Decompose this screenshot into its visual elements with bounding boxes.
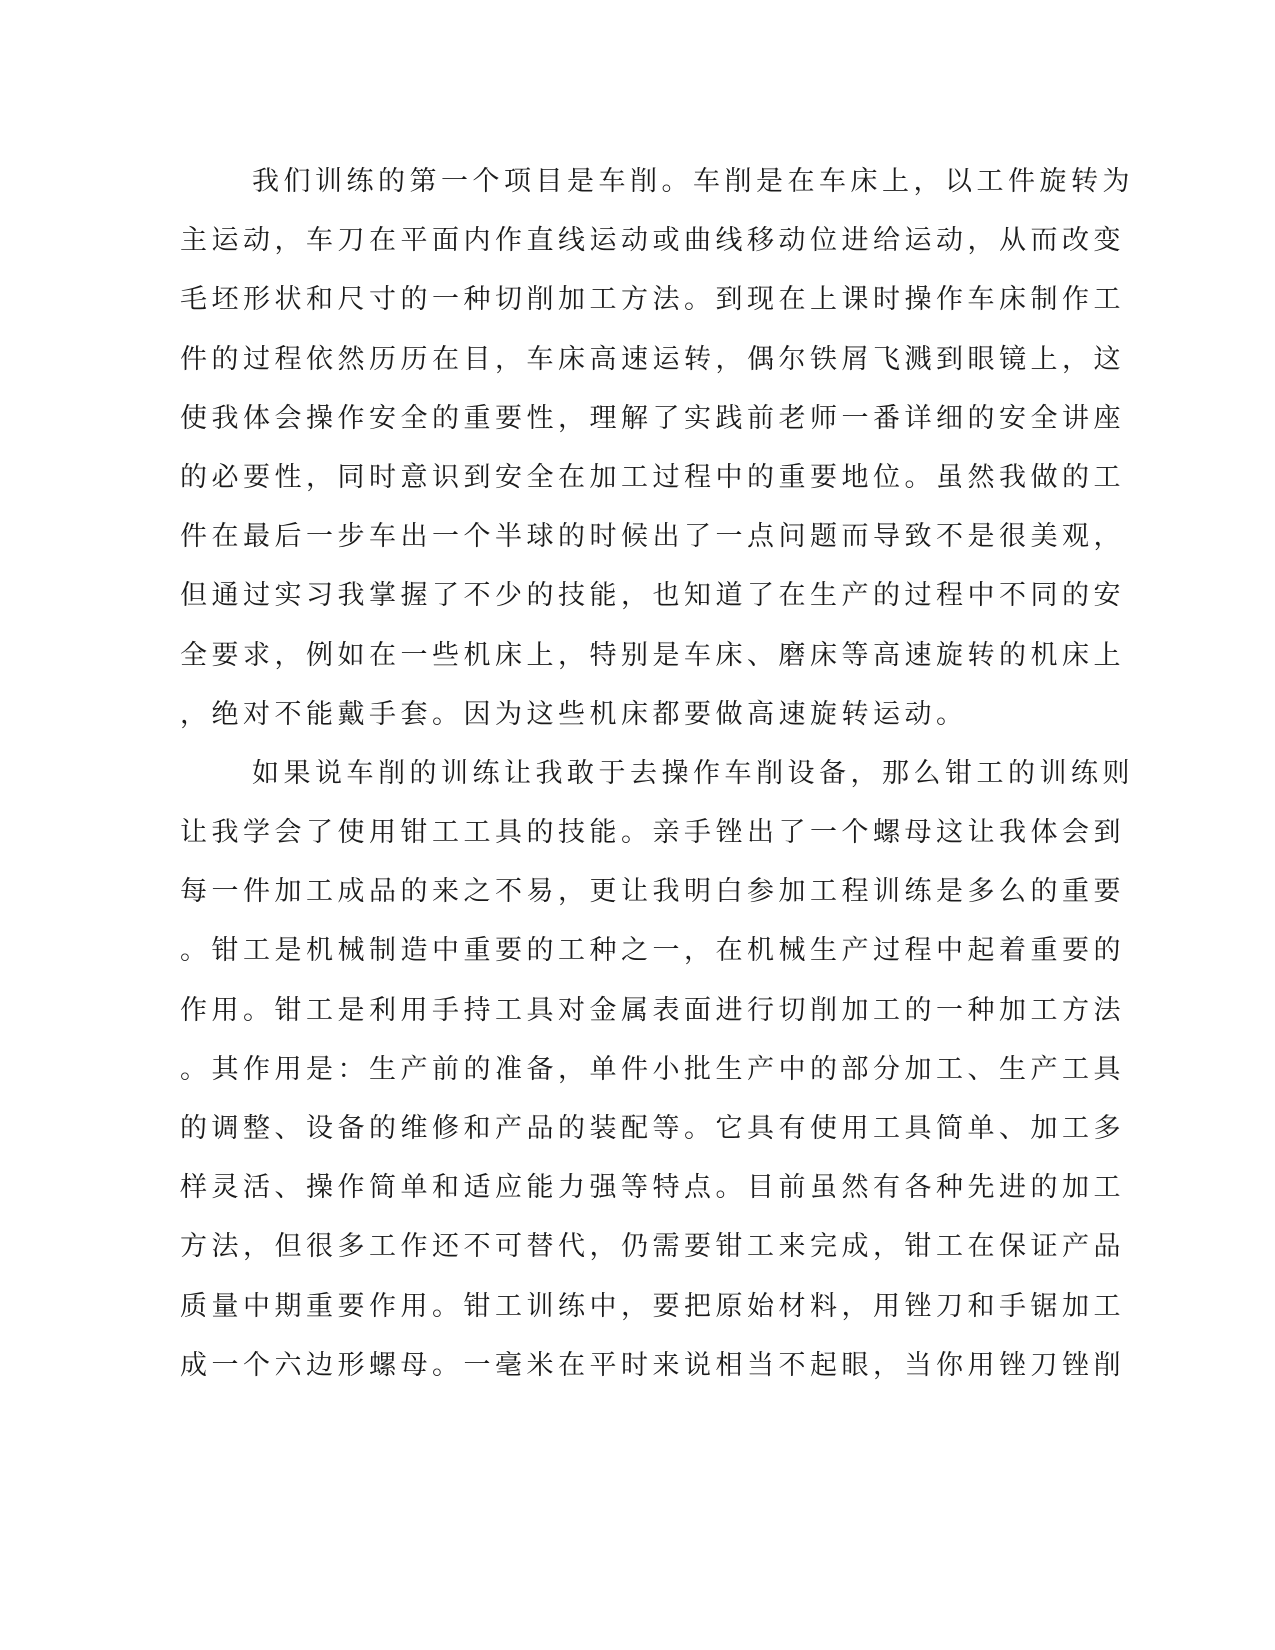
text-line: 主运动，车刀在平面内作直线运动或曲线移动位进给运动，从而改变 (180, 225, 1125, 257)
text-line: 但通过实习我掌握了不少的技能，也知道了在生产的过程中不同的安 (180, 580, 1125, 612)
text-line: 质量中期重要作用。钳工训练中，要把原始材料，用锉刀和手锯加工 (180, 1290, 1125, 1322)
text-line: 方法，但很多工作还不可替代，仍需要钳工来完成，钳工在保证产品 (180, 1231, 1125, 1263)
body-text (180, 160, 1134, 1403)
text-line: 每一件加工成品的来之不易，更让我明白参加工程训练是多么的重要 (180, 876, 1125, 908)
paragraph-turning (180, 160, 1134, 752)
text-line: 毛坯形状和尺寸的一种切削加工方法。到现在上课时操作车床制作工 (180, 284, 1125, 316)
text-line: 件在最后一步车出一个半球的时候出了一点问题而导致不是很美观， (180, 521, 1125, 553)
text-line: ，绝对不能戴手套。因为这些机床都要做高速旋转运动。 (180, 698, 968, 730)
text-line: 我们训练的第一个项目是车削。车削是在车床上，以工件旋转为 (252, 166, 1134, 197)
text-line: 样灵活、操作简单和适应能力强等特点。目前虽然有各种先进的加工 (180, 1172, 1125, 1204)
text-line: 成一个六边形螺母。一毫米在平时来说相当不起眼，当你用锉刀锉削 (180, 1349, 1125, 1381)
text-line: 让我学会了使用钳工工具的技能。亲手锉出了一个螺母这让我体会到 (180, 817, 1125, 849)
text-line: 的调整、设备的维修和产品的装配等。它具有使用工具简单、加工多 (180, 1113, 1125, 1144)
text-line: 如果说车削的训练让我敢于去操作车削设备，那么钳工的训练则 (252, 757, 1134, 789)
text-line: 作用。钳工是利用手持工具对金属表面进行切削加工的一种加工方法 (180, 994, 1125, 1026)
paragraph-fitting (180, 752, 1134, 1403)
text-line: 件的过程依然历历在目，车床高速运转，偶尔铁屑飞溅到眼镜上，这 (180, 343, 1125, 375)
text-line: 使我体会操作安全的重要性，理解了实践前老师一番详细的安全讲座 (180, 402, 1125, 434)
text-line: 的必要性，同时意识到安全在加工过程中的重要地位。虽然我做的工 (180, 461, 1125, 493)
text-line: 。钳工是机械制造中重要的工种之一，在机械生产过程中起着重要的 (180, 935, 1125, 967)
text-line: 全要求，例如在一些机床上，特别是车床、磨床等高速旋转的机床上 (180, 639, 1125, 671)
text-line: 。其作用是：生产前的准备，单件小批生产中的部分加工、生产工具 (180, 1053, 1125, 1085)
